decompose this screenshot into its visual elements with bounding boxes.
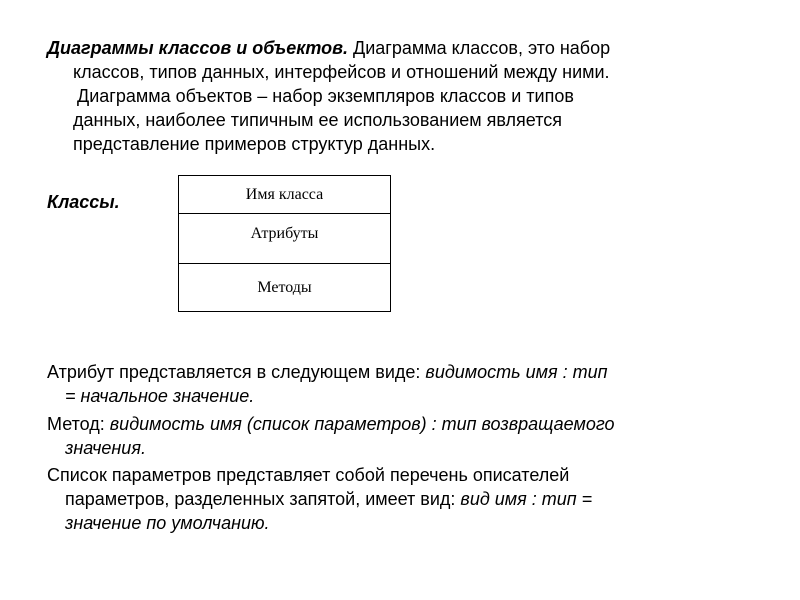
intro-line-2: классов, типов данных, интерфейсов и отношений между ними. <box>73 62 610 82</box>
method-form-2: значения. <box>65 438 146 458</box>
attribute-form-2: = начальное значение. <box>65 386 255 406</box>
param-word: собой <box>335 465 385 485</box>
attribute-lead: Атрибут представляется в следующем виде: <box>47 362 426 382</box>
intro-line-4: данных, наиболее типичным ее использованием является <box>73 110 563 130</box>
param-list-paragraph <box>47 463 755 535</box>
attribute-paragraph <box>47 360 755 408</box>
intro-line-1-text: Диаграмма классов, это набор <box>348 38 611 58</box>
method-line-2 <box>47 436 755 460</box>
param-word: представляет <box>216 465 331 485</box>
intro-paragraph <box>47 36 767 156</box>
attribute-line-2 <box>47 384 755 408</box>
param-list-form-1: вид имя : тип = <box>460 489 593 509</box>
method-lead: Метод: <box>47 414 110 434</box>
intro-line-3: Диаграмма объектов – набор экземпляров классов и типов <box>77 86 574 106</box>
uml-class-attributes: Атрибуты <box>179 213 390 264</box>
method-form-1: видимость имя (список параметров) : тип возвращаемого <box>109 414 615 434</box>
classes-heading: Классы. <box>47 192 120 212</box>
param-word: параметров <box>111 465 212 485</box>
param-word: перечень <box>389 465 468 485</box>
param-list-line-2 <box>47 487 755 511</box>
param-word: Список <box>47 465 107 485</box>
intro-heading: Диаграммы классов и объектов. <box>47 38 349 58</box>
uml-class-diagram <box>178 175 391 312</box>
param-list-line-1 <box>47 463 755 487</box>
attribute-line-1 <box>47 360 755 384</box>
attribute-form-1: видимость имя : тип <box>425 362 608 382</box>
intro-line-1 <box>47 36 767 60</box>
method-paragraph <box>47 412 755 460</box>
intro-line-5: представление примеров структур данных. <box>73 134 436 154</box>
param-list-line-3 <box>47 511 755 535</box>
param-list-form-2: значение по умолчанию. <box>65 513 270 533</box>
method-line-1 <box>47 412 755 436</box>
param-list-lead: параметров, разделенных запятой, имеет вид: <box>65 489 461 509</box>
uml-class-name: Имя класса <box>179 176 390 214</box>
param-word: описателей <box>472 465 570 485</box>
uml-class-methods: Методы <box>257 279 312 296</box>
